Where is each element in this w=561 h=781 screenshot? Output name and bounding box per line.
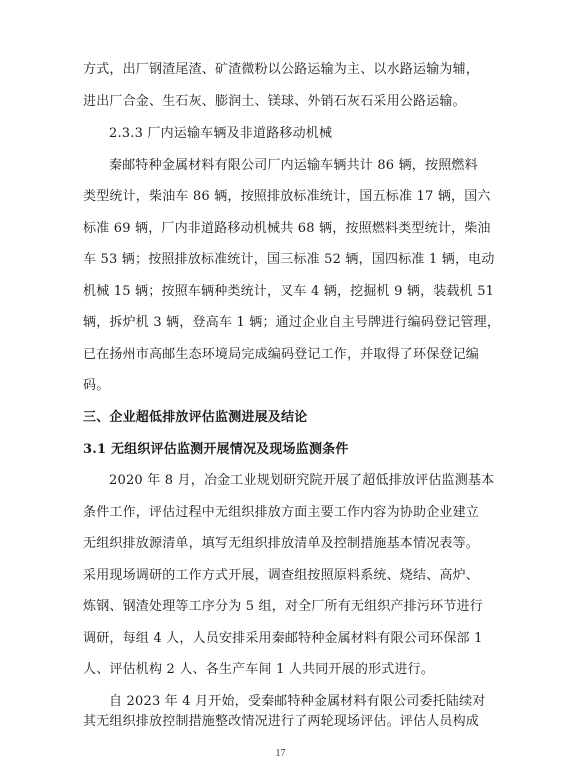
text-line: 秦邮特种金属材料有限公司厂内运输车辆共计 86 辆，按照燃料 bbox=[109, 158, 478, 173]
text-line: 方式，出厂钢渣尾渣、矿渣微粉以公路运输为主、以水路运输为辅， bbox=[83, 62, 480, 77]
text-line: 人、评估机构 2 人、各生产车间 1 人共同开展的形式进行。 bbox=[83, 662, 435, 677]
page-number: 17 bbox=[275, 748, 286, 759]
text-line: 已在扬州市高邮生态环境局完成编码登记工作，并取得了环保登记编 bbox=[83, 347, 480, 362]
text-line: 无组织排放源清单，填写无组织排放清单及控制措施基本情况表等。 bbox=[83, 536, 480, 551]
section-heading: 三、企业超低排放评估监测进展及结论 bbox=[83, 410, 308, 425]
subsection-heading: 2.3.3 厂内运输车辆及非道路移动机械 bbox=[109, 126, 333, 141]
text-line: 自 2023 年 4 月开始，受秦邮特种金属材料有限公司委托陆续对 bbox=[109, 694, 486, 709]
text-line: 采用现场调研的工作方式开展，调查组按照原料系统、烧结、高炉、 bbox=[83, 568, 480, 583]
text-line: 条件工作，评估过程中无组织排放方面主要工作内容为协助企业建立 bbox=[83, 505, 480, 520]
text-line: 辆，拆炉机 3 辆，登高车 1 辆；通过企业自主号牌进行编码登记管理， bbox=[83, 315, 501, 330]
text-line: 标准 69 辆，厂内非道路移动机械共 68 辆，按照燃料类型统计，柴油 bbox=[83, 221, 491, 236]
text-line: 调研，每组 4 人，人员安排采用秦邮特种金属材料有限公司环保部 1 bbox=[83, 631, 483, 646]
text-line: 车 53 辆；按照排放标准统计，国三标准 52 辆，国四标准 1 辆，电动 bbox=[83, 252, 495, 267]
text-line: 2020 年 8 月，冶金工业规划研究院开展了超低排放评估监测基本 bbox=[109, 473, 495, 488]
text-line: 码。 bbox=[83, 378, 110, 393]
text-line: 炼钢、钢渣处理等工序分为 5 组，对全厂所有无组织产排污环节进行 bbox=[83, 599, 483, 614]
text-line: 其无组织排放控制措施整改情况进行了两轮现场评估。评估人员构成 bbox=[83, 714, 480, 729]
text-line: 类型统计，柴油车 86 辆，按照排放标准统计，国五标准 17 辆，国六 bbox=[83, 189, 491, 204]
text-line: 进出厂合金、生石灰、膨润土、镁球、外销石灰石采用公路运输。 bbox=[83, 94, 466, 109]
text-line: 机械 15 辆；按照车辆种类统计，叉车 4 辆，挖掘机 9 辆，装载机 51 bbox=[83, 284, 495, 299]
subsection-heading: 3.1 无组织评估监测开展情况及现场监测条件 bbox=[83, 442, 349, 457]
